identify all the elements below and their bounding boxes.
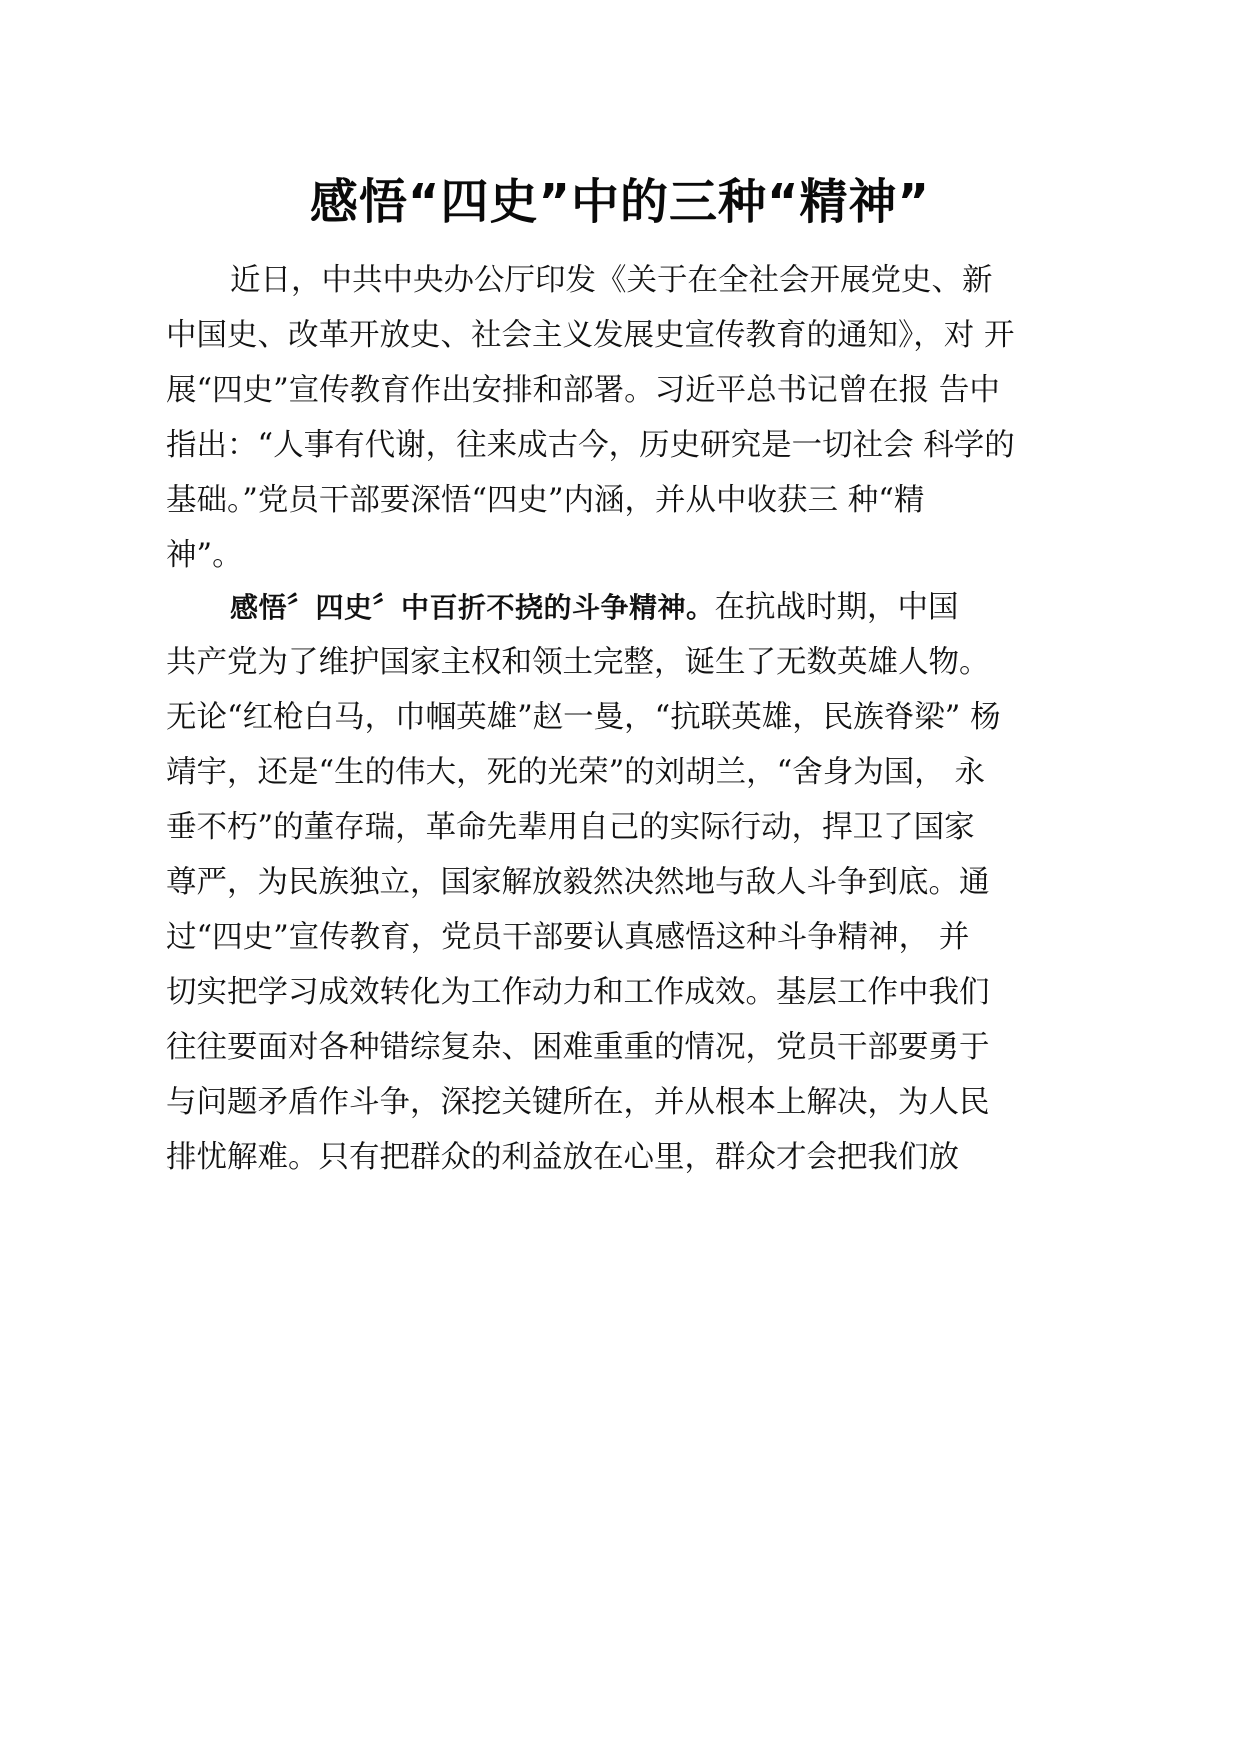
text-line: 指出：“人事有代谢，往来成古今，历史研究是一切社会 科学的 (166, 428, 1015, 463)
text-line: 中国史、改革开放史、社会主义发展史宣传教育的通知》，对 开 (166, 318, 1015, 353)
text-line: 靖宇，还是“生的伟大，死的光荣”的刘胡兰，“舍身为国， 永 (166, 755, 985, 790)
text-run: 在抗战时期，中国 (714, 590, 959, 625)
text-line: 过“四史”宣传教育，党员干部要认真感悟这种斗争精神， 并 (166, 920, 970, 955)
text-line: 垂不朽”的董存瑞，革命先辈用自己的实际行动，捍卫了国家 (166, 810, 975, 845)
section-lead-heading: 感悟〞四史〞中百折不挠的斗争精神。 (230, 591, 715, 624)
paragraph-intro (166, 253, 1081, 583)
text-line: 排忧解难。只有把群众的利益放在心里，群众才会把我们放 (166, 1140, 959, 1175)
text-line: 神”。 (166, 538, 243, 573)
text-line: 与问题矛盾作斗争，深挖关键所在，并从根本上解决，为人民 (166, 1085, 990, 1120)
text-line: 无论“红枪白马，巾帼英雄”赵一曼，“抗联英雄，民族脊梁” 杨 (166, 700, 1001, 735)
document-title: 感悟“四史”中的三种“精神” (309, 174, 931, 230)
text-line: 基础。”党员干部要深悟“四史”内涵，并从中收获三 种“精 (166, 483, 925, 518)
text-line: 展“四史”宣传教育作出安排和部署。习近平总书记曾在报 告中 (166, 373, 1000, 408)
text-line: 尊严，为民族独立，国家解放毅然决然地与敌人斗争到底。通 (166, 865, 990, 900)
text-line: 切实把学习成效转化为工作动力和工作成效。基层工作中我们 (166, 975, 990, 1010)
text-line-first (166, 580, 1081, 635)
text-line: 共产党为了维护国家主权和领土完整，诞生了无数英雄人物。 (166, 645, 990, 680)
text-line: 往往要面对各种错综复杂、困难重重的情况，党员干部要勇于 (166, 1030, 990, 1065)
paragraph-struggle-spirit (166, 580, 1081, 1185)
text-line: 近日，中共中央办公厅印发《关于在全社会开展党史、新 (230, 263, 993, 298)
